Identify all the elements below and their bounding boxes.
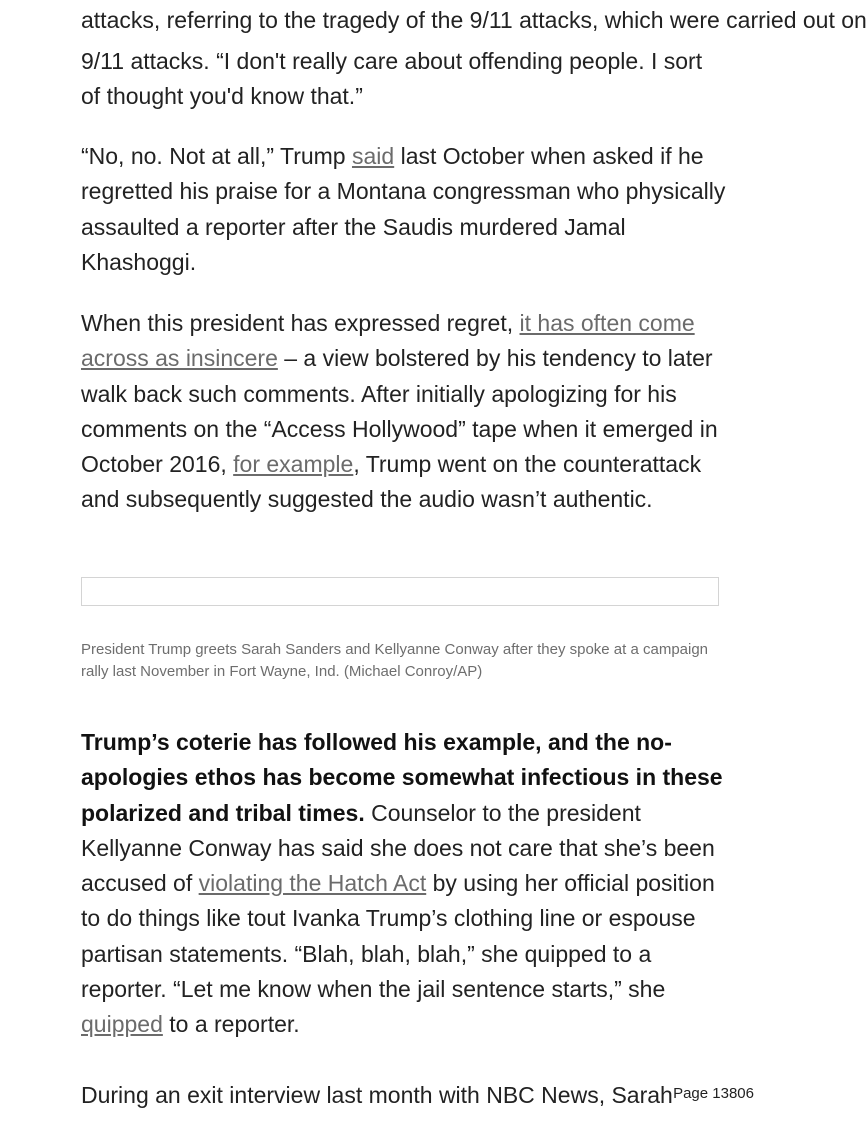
paragraph-9-11-quote: [81, 44, 726, 115]
cut-off-line-top: [81, 7, 867, 43]
for-example-link[interactable]: for example: [233, 451, 354, 478]
paragraph-insincere-regret: [81, 306, 726, 518]
hatch-act-link[interactable]: violating the Hatch Act: [198, 870, 427, 897]
image-placeholder: [81, 577, 719, 606]
image-caption: President Trump greets Sarah Sanders and Kellyanne Conway after they spoke at a campaign rally last November in Fort Wayne, Ind. (Michael Conroy/AP): [81, 641, 709, 680]
paragraph-text: “No, no. Not at all,” Trump: [81, 143, 352, 169]
said-link[interactable]: said: [351, 143, 395, 169]
cut-off-text: During an exit interview last month with NBC News, Sarah: [81, 1082, 673, 1108]
paragraph-text: When this president has expressed regret,: [81, 310, 520, 336]
paragraph-coterie: [81, 725, 726, 1043]
insincere-link[interactable]: it has often come across as insincere: [81, 310, 695, 372]
cut-off-text: attacks, referring to the tragedy of the 9/11 attacks, which were carried out on: [81, 7, 867, 33]
paragraph-text: – a view bolstered by his tendency to later walk back such comments. After initially apologizing for his comments on the “Access Hollywood” tape when it emerged in October 2016,: [81, 345, 718, 478]
paragraph-text: 9/11 attacks. “I don't really care about offending people. I sort of thought you'd know that.”: [81, 48, 703, 110]
paragraph-no-regret: [81, 139, 726, 280]
page-number: Page 13806: [673, 1085, 754, 1102]
paragraph-lead-bold: Trump’s coterie has followed his example, and the no-apologies ethos has become somewhat infectious in these polarized and tribal times.: [81, 729, 723, 826]
paragraph-text: by using her official position to do things like tout Ivanka Trump’s clothing line or espouse partisan statements. “Blah, blah, blah,” she quipped to a reporter. “Let me know when the jail sentence starts,” she: [81, 870, 715, 1003]
paragraph-text: last October when asked if he regretted his praise for a Montana congressman who physically assaulted a reporter after the Saudis murdered Jamal Khashoggi.: [81, 143, 726, 275]
paragraph-text: to a reporter.: [162, 1011, 300, 1038]
paragraph-text: Counselor to the president Kellyanne Conway has said she does not care that she’s been accused of: [81, 799, 715, 897]
paragraph-text: , Trump went on the counterattack and subsequently suggested the audio wasn’t authentic.: [81, 451, 702, 513]
quipped-link[interactable]: quipped: [81, 1011, 163, 1038]
